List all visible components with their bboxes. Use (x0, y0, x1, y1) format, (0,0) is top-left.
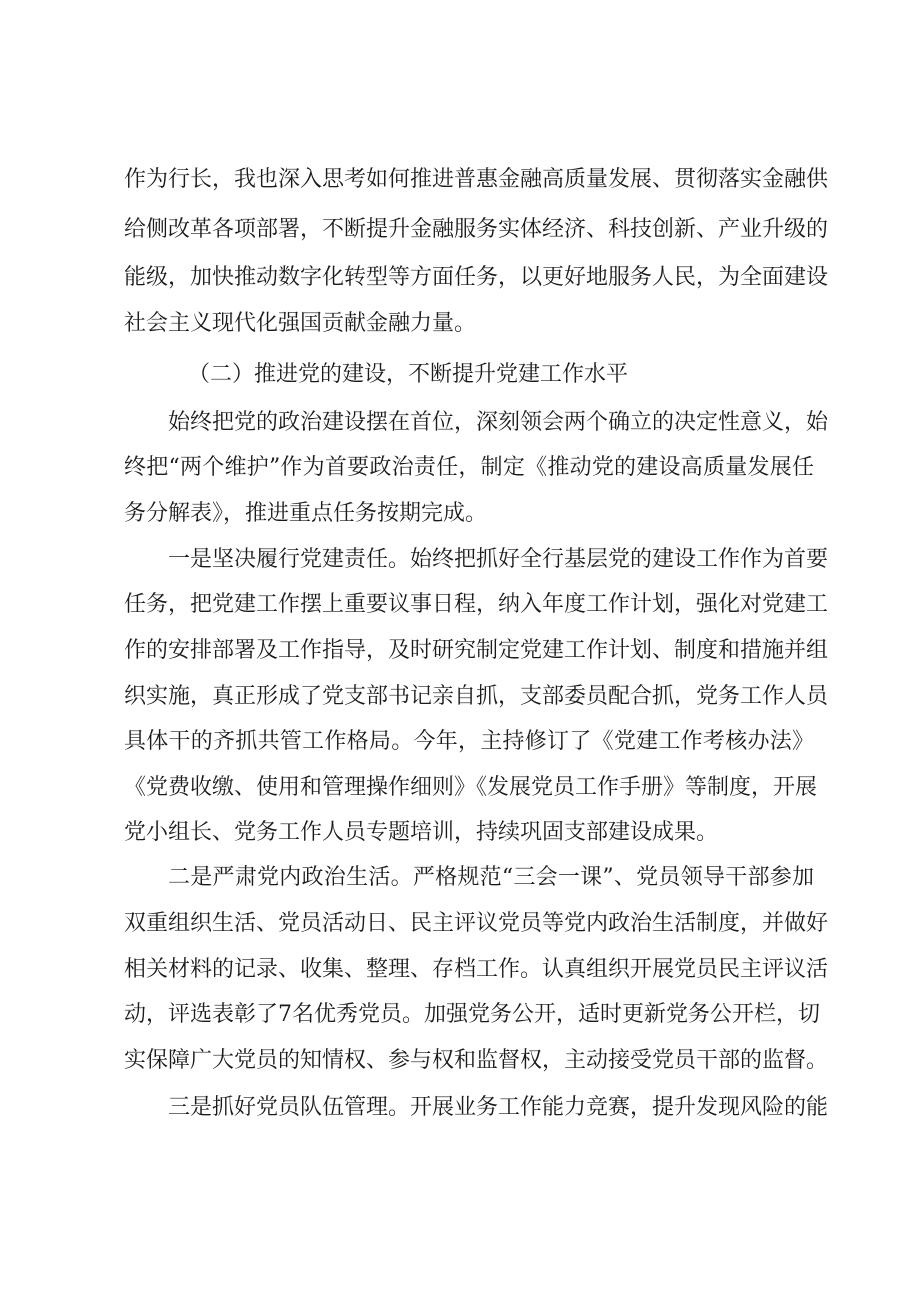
paragraph-4-line-5: 实保障广大党员的知情权、参与权和监督权，主动接受党员干部的监督。 (124, 1048, 829, 1073)
paragraph-1-line-3: 能级，加快推动数字化转型等方面任务，以更好地服务人民，为全面建设 (124, 265, 829, 290)
paragraph-3-line-5: 具体干的齐抓共管工作格局。今年，主持修订了《党建工作考核办法》 (124, 729, 814, 754)
paragraph-4-line-3: 相关材料的记录、收集、整理、存档工作。认真组织开展党员民主评议活 (124, 957, 829, 982)
section-heading: （二）推进党的建设，不断提升党建工作水平 (188, 362, 629, 387)
paragraph-1-line-2: 给侧改革各项部署，不断提升金融服务实体经济、科技创新、产业升级的 (124, 217, 829, 242)
paragraph-2-line-1: 始终把党的政治建设摆在首位，深刻领会两个确立的决定性意义，始 (168, 410, 829, 435)
paragraph-1-line-1: 作为行长，我也深入思考如何推进普惠金融高质量发展、贯彻落实金融供 (124, 167, 829, 192)
paragraph-3-line-2: 任务，把党建工作摆上重要议事日程，纳入年度工作计划，强化对党建工 (124, 592, 829, 617)
paragraph-4-line-1: 二是严肃党内政治生活。严格规范“三会一课”、党员领导干部参加 (168, 865, 814, 890)
paragraph-1-line-4: 社会主义现代化强国贡献金融力量。 (124, 311, 477, 336)
paragraph-2-line-2: 终把“两个维护”作为首要政治责任，制定《推动党的建设高质量发展任 (124, 455, 814, 480)
paragraph-3-line-6: 《党费收缴、使用和管理操作细则》《发展党员工作手册》等制度，开展 (124, 775, 818, 800)
paragraph-4-line-4: 动，评选表彰了7名优秀党员。加强党务公开，适时更新党务公开栏，切 (124, 1002, 820, 1027)
paragraph-2-line-3: 务分解表》，推进重点任务按期完成。 (124, 501, 488, 526)
paragraph-3-line-4: 织实施，真正形成了党支部书记亲自抓，支部委员配合抓，党务工作人员 (124, 684, 829, 709)
paragraph-3-line-7: 党小组长、党务工作人员专题培训，持续巩固支部建设成果。 (124, 820, 719, 845)
paragraph-3-line-1: 一是坚决履行党建责任。始终把抓好全行基层党的建设工作作为首要 (168, 547, 829, 572)
paragraph-4-line-2: 双重组织生活、党员活动日、民主评议党员等党内政治生活制度，并做好 (124, 911, 829, 936)
paragraph-5-line-1: 三是抓好党员队伍管理。开展业务工作能力竞赛，提升发现风险的能 (168, 1095, 829, 1120)
paragraph-3-line-3: 作的安排部署及工作指导，及时研究制定党建工作计划、制度和措施并组 (124, 638, 829, 663)
